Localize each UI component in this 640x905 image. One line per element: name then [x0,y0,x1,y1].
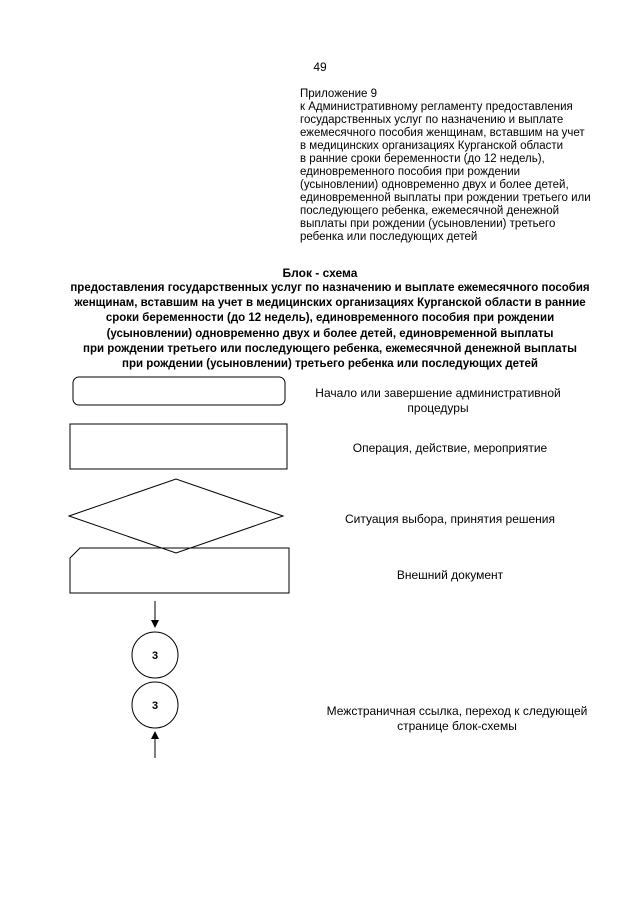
process-shape [70,424,287,469]
outgoing-connector-label: 3 [151,650,159,662]
decision-shape [69,479,283,553]
appendix-line: ребенка или последующих детей [300,231,478,243]
subtitle-line: при рождении третьего или последующего ребенка, ежемесячной денежной выплаты [83,342,577,355]
appendix-line: (усыновлении) одновременно двух и более детей, [300,179,569,191]
legend-page-connector-text: Межстраничная ссылка, переход к следующей странице блок-схемы [326,704,588,733]
subtitle-line: при рождении (усыновлении) третьего ребенка или последующих детей [122,358,538,371]
appendix-line: государственных услуг по назначению и выплате [300,114,564,126]
appendix-line: к Административному регламенту предоставления [300,101,573,113]
incoming-connector-label: 3 [151,700,159,712]
subtitle-line: женщинам, вставшим на учет в медицинских организациях Курганской области в ранние [74,297,586,310]
appendix-line: в медицинских организациях Курганской области [300,140,564,152]
terminator-shape [73,377,285,405]
document-title: Блок - схема [282,266,358,280]
legend-start-end-text: Начало или завершение административной процедуры [315,386,561,415]
legend-operation-text: Операция, действие, мероприятие [352,441,548,455]
legend-decision-text: Ситуация выбора, принятия решения [344,512,556,526]
legend-external-document-text: Внешний документ [396,568,504,582]
appendix-line: выплаты при рождении (усыновлении) третьего [300,218,556,230]
appendix-line: единовременного пособия при рождении [300,166,521,178]
appendix-line: единовременной выплаты при рождении третьего или [300,192,591,204]
subtitle-line: сроки беременности (до 12 недель), единовременного пособия при рождении [105,312,555,325]
subtitle-line: (усыновлении) одновременно двух и более детей, единовременной выплаты [106,327,554,340]
appendix-line: последующего ребенка, ежемесячной денежной [300,205,560,217]
page-number: 49 [313,60,327,74]
appendix-line: в ранние сроки беременности (до 12 недель), [300,153,545,165]
document-shape [70,548,289,593]
appendix-line: ежемесячного пособия женщинам, вставшим на учет [300,127,585,139]
subtitle-line: предоставления государственных услуг по назначению и выплате ежемесячного пособия [70,282,590,294]
appendix-line: Приложение 9 [300,88,378,100]
